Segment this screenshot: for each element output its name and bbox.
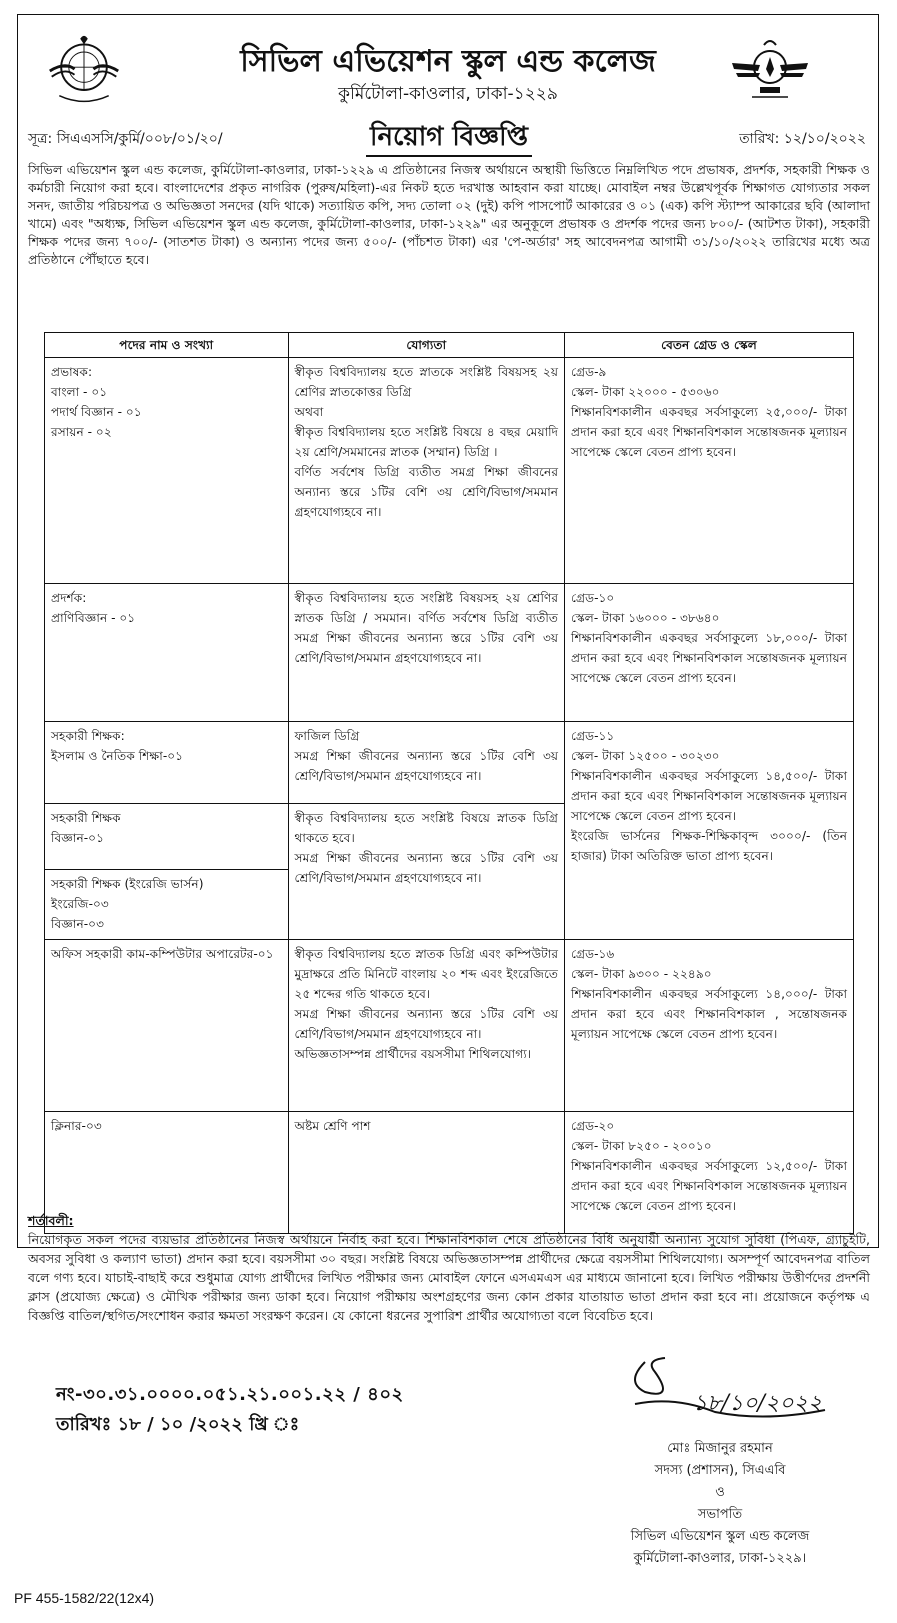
post-line: রসায়ন - ০২ [51, 425, 112, 439]
post-cell [45, 804, 289, 870]
post-line: বাংলা - ০১ [51, 385, 108, 399]
qualification-cell [288, 358, 565, 584]
memo-number: নং-৩০.৩১.০০০০.০৫১.২১.০০১.২২ / ৪০২ [56, 1384, 404, 1405]
reference-number: সূত্র: সিএএসসি/কুর্মি/০০৮/০১/২০/ [28, 131, 223, 147]
post-line: বিজ্ঞান-০১ [51, 831, 104, 845]
qualification-cell [288, 940, 565, 1112]
memo-date: তারিখঃ ১৮ / ১০ /২০২২ খ্রি ঃ [56, 1414, 300, 1435]
pay-grade: গ্রেড-২০ [571, 1119, 615, 1133]
qualification-cell [288, 584, 565, 722]
conditions-text: নিয়োগকৃত সকল পদের ব্যয়ভার প্রতিষ্ঠানের নিজস্ব অর্থায়নে নির্বাহ করা হবে। শিক্ষানবিশকাল শেষে প্রতিষ্ঠানের বিধি অনুযায়ী অন্যান্য সুযোগ সুবিধা (পিএফ, গ্র্যাচুইটি, অবসর সুবিধা ও কল্যাণ ভাতা) প্রদান করা হবে। বয়সসীমা ৩০ বছর। সংশ্লিষ্ট বিষয়ে অভিজ্ঞতাসম্পন্ন প্রার্থীদের ক্ষেত্রে বয়সসীমা শিথিলযোগ্য। অসম্পূর্ণ আবেদনপত্র বাতিল বলে গণ্য হবে। যাচাই-বাছাই করে শুধুমাত্র যোগ্য প্রার্থীদের লিখিত পরীক্ষার জন্য মোবাইল ফোনে এসএমএস এর মাধ্যমে জানানো হবে। লিখিত পরীক্ষায় উত্তীর্ণদের প্রদর্শনী ক্লাস (প্রযোজ্য ক্ষেত্রে) ও মৌখিক পরীক্ষার জন্য ডাকা হবে। নিয়োগ পরীক্ষায় অংশগ্রহণের জন্য কোন প্রকার যাতায়াত ভাতা প্রদান করা হবে না। প্রয়োজনে কর্তৃপক্ষ এ বিজ্ঞপ্তি বাতিল/স্থগিত/সংশোধন করার ক্ষমতা সংরক্ষণ করেন। যে কোনো ধরনের সুপারিশ প্রার্থীর অযোগ্যতা বলে বিবেচিত হবে। [28, 1232, 870, 1323]
post-line: অফিস সহকারী কাম-কম্পিউটার অপারেটর-০১ [51, 947, 274, 961]
post-line: প্রভাষক: [51, 365, 93, 379]
header-post: পদের নাম ও সংখ্যা [45, 333, 289, 358]
pay-probation: শিক্ষানবিশকালীন একবছর সর্বসাকুল্যে ১৪,০০০/- টাকা প্রদান করা হবে এবং শিক্ষানবিশকাল , সন্তোষজনক মূল্যায়ন সাপেক্ষে স্কেলে বেতন প্রাপ্য হবেন। [571, 987, 847, 1041]
qualification-line: স্বীকৃত বিশ্ববিদ্যালয় হতে স্নাতকে সংশ্লিষ্ট বিষয়সহ ২য় শ্রেণির স্নাতকোত্তর ডিগ্রি [294, 365, 559, 399]
table-row [45, 722, 854, 804]
post-line: প্রদর্শক: [51, 591, 87, 605]
post-line: সহকারী শিক্ষক [51, 811, 121, 825]
signatory-designation: সদস্য (প্রশাসন), সিএএবি [654, 1463, 786, 1478]
pay-allowance: ইংরেজি ভার্সনের শিক্ষক-শিক্ষিকাবৃন্দ ৩০০০/- (তিন হাজার) টাকা অতিরিক্ত ভাতা প্রাপ্য হবেন। [571, 829, 847, 863]
pay-grade: গ্রেড-৯ [571, 365, 607, 379]
pay-grade: গ্রেড-১৬ [571, 947, 615, 961]
svg-text:১৮/১০/২০২২: ১৮/১০/২০২২ [693, 1391, 823, 1416]
post-line: ক্লিনার-০৩ [51, 1119, 102, 1133]
qualification-cell [288, 804, 565, 940]
qualification-line: স্বীকৃত বিশ্ববিদ্যালয় হতে সংশ্লিষ্ট বিষয়সহ ২য় শ্রেণির স্নাতক ডিগ্রি / সমমান। বর্ণিত সর্বশেষ ডিগ্রি ব্যতীত সমগ্র শিক্ষা জীবনের অন্যান্য স্তরে ১টির বেশি ৩য় শ্রেণি/বিভাগ/সমমান গ্রহণযোগ্যহবে না। [294, 591, 559, 665]
post-line: পদার্থ বিজ্ঞান - ০১ [51, 405, 142, 419]
signatory-role: সভাপতি [697, 1507, 743, 1522]
signatory-conjunction: ও [715, 1485, 725, 1500]
college-address: কুর্মিটোলা-কাওলার, ঢাকা-১২২৯ [338, 84, 558, 104]
college-title: সিভিল এভিয়েশন স্কুল এন্ড কলেজ [240, 44, 656, 79]
intro-paragraph: সিভিল এভিয়েশন স্কুল এন্ড কলেজ, কুর্মিটোলা-কাওলার, ঢাকা-১২২৯ এ প্রতিষ্ঠানের নিজস্ব অর্থায়নে অস্থায়ী ভিত্তিতে নিম্নলিখিত পদে প্রভাষক, প্রদর্শক, সহকারী শিক্ষক ও কর্মচারী নিয়োগ করা হবে। বাংলাদেশের প্রকৃত নাগরিক (পুরুষ/মহিলা)-এর নিকট হতে দরখাস্ত আহবান করা যাচ্ছে। মোবাইল নম্বর উল্লেখপূর্বক শিক্ষাগত যোগ্যতার সকল সনদ, জাতীয় পরিচয়পত্র ও অভিজ্ঞতা সনদের (যদি থাকে) সত্যায়িত কপি, সদ্য তোলা ০২ (দুই) কপি পাসপোর্ট আকারের ও ০১ (এক) কপি স্ট্যাম্প আকারের ছবি (আলাদা খামে) এবং "অধ্যক্ষ, সিভিল এভিয়েশন স্কুল এন্ড কলেজ, কুর্মিটোলা-কাওলার, ঢাকা-১২২৯" এর অনুকূলে প্রভাষক ও প্রদর্শক পদের জন্য ৮০০/- (আটশত টাকা), সহকারী শিক্ষক পদের জন্য ৭০০/- (সাতশত টাকা) ও অন্যান্য পদের জন্য ৫০০/- (পাঁচশত টাকা) এর 'পে-অর্ডার' সহ আবেদনপত্র আগামী ৩১/১০/২০২২ তারিখের মধ্যে অত্র প্রতিষ্ঠানে পৌঁছাতে হবে। [28, 162, 870, 267]
handwritten-signature-icon [615, 1352, 835, 1432]
qualification-line: স্বীকৃত বিশ্ববিদ্যালয় হতে স্নাতক ডিগ্রি এবং কম্পিউটার মুদ্রাক্ষরে প্রতি মিনিটে বাংলায় ২০ শব্দ এবং ইংরেজিতে ২৫ শব্দের গতি থাকতে হবে। [294, 947, 559, 1001]
post-line: প্রাণিবিজ্ঞান - ০১ [51, 611, 136, 625]
pay-grade: গ্রেড-১১ [571, 729, 615, 743]
qualification-line: ফাজিল ডিগ্রি [294, 729, 360, 743]
qualification-line: স্বীকৃত বিশ্ববিদ্যালয় হতে সংশ্লিষ্ট বিষয়ে স্নাতক ডিগ্রি থাকতে হবে। [294, 811, 559, 845]
post-line: ইসলাম ও নৈতিক শিক্ষা-০১ [51, 749, 184, 763]
qualification-line: সমগ্র শিক্ষা জীবনের অন্যান্য স্তরে ১টির বেশি ৩য় শ্রেণি/বিভাগ/সমমান গ্রহণযোগ্যহবে না। [294, 851, 559, 885]
signatory-institution: সিভিল এভিয়েশন স্কুল এন্ড কলেজ [630, 1529, 810, 1544]
pay-probation: শিক্ষানবিশকালীন একবছর সর্বসাকুল্যে ১৮,০০০/- টাকা প্রদান করা হবে এবং শিক্ষানবিশকাল সন্তোষজনক মূল্যায়ন সাপেক্ষে স্কেলে বেতন প্রাপ্য হবেন। [571, 631, 847, 685]
pay-scale-cell [565, 358, 854, 584]
post-cell [45, 870, 289, 940]
signatory-address: কুর্মিটোলা-কাওলার, ঢাকা-১২২৯। [633, 1551, 807, 1566]
qualification-cell [288, 722, 565, 804]
qualification-line: সমগ্র শিক্ষা জীবনের অন্যান্য স্তরে ১টির বেশি ৩য় শ্রেণি/বিভাগ/সমমান গ্রহণযোগ্যহবে না। [294, 749, 559, 783]
pay-scale: স্কেল- টাকা ৯৩০০ - ২২৪৯০ [571, 967, 712, 981]
qualification-line: অষ্টম শ্রেণি পাশ [294, 1119, 371, 1133]
table-header-row [45, 333, 854, 358]
post-line: ইংরেজি-০৩ [51, 897, 109, 911]
qualification-line: স্বীকৃত বিশ্ববিদ্যালয় হতে সংশ্লিষ্ট বিষয়ে ৪ বছর মেয়াদি ২য় শ্রেণি/সমমানের স্নাতক (সম্মান) ডিগ্রি । [294, 425, 559, 459]
footer-code: PF 455-1582/22(12x4) [14, 1590, 155, 1606]
table-row [45, 358, 854, 584]
post-cell [45, 358, 289, 584]
posts-table [44, 332, 854, 1234]
signatory-block [590, 1438, 850, 1570]
pay-scale: স্কেল- টাকা ৮২৫০ - ২০০১০ [571, 1139, 712, 1153]
pay-probation: শিক্ষানবিশকালীন একবছর সর্বসাকুল্যে ১২,৫০০/- টাকা প্রদান করা হবে এবং শিক্ষানবিশকাল সন্তোষজনক মূল্যায়ন সাপেক্ষে স্কেলে বেতন প্রাপ্য হবেন। [571, 1159, 847, 1213]
pay-probation: শিক্ষানবিশকালীন একবছর সর্বসাকুল্যে ২৫,০০০/- টাকা প্রদান করা হবে এবং শিক্ষানবিশকাল সন্তোষজনক মূল্যায়ন সাপেক্ষে স্কেলে বেতন প্রাপ্য হবেন। [571, 405, 847, 459]
qualification-line: অথবা [294, 405, 324, 419]
post-cell [45, 722, 289, 804]
pay-probation: শিক্ষানবিশকালীন একবছর সর্বসাকুল্যে ১৪,৫০০/- টাকা প্রদান করা হবে এবং শিক্ষানবিশকাল সন্তোষজনক মূল্যায়ন সাপেক্ষে স্কেলে বেতন প্রাপ্য হবেন। [571, 769, 847, 823]
pay-scale-cell [565, 584, 854, 722]
header-qualification: যোগ্যতা [288, 333, 565, 358]
notice-heading: নিয়োগ বিজ্ঞপ্তি [366, 121, 532, 157]
pay-scale: স্কেল- টাকা ১৬০০০ - ৩৮৬৪০ [571, 611, 720, 625]
notice-date: তারিখ: ১২/১০/২০২২ [739, 131, 866, 147]
qualification-line: বর্ণিত সর্বশেষ ডিগ্রি ব্যতীত সমগ্র শিক্ষা জীবনের অন্যান্য স্তরে ১টির বেশি ৩য় শ্রেণি/বিভাগ/সমমান গ্রহণযোগ্যহবে না। [294, 465, 559, 519]
qualification-line: সমগ্র শিক্ষা জীবনের অন্যান্য স্তরে ১টির বেশি ৩য় শ্রেণি/বিভাগ/সমমান গ্রহণযোগ্যহবে না। [294, 1007, 559, 1041]
pay-grade: গ্রেড-১০ [571, 591, 615, 605]
pay-scale-cell [565, 940, 854, 1112]
pay-scale: স্কেল- টাকা ২২০০০ - ৫৩০৬০ [571, 385, 720, 399]
post-line: সহকারী শিক্ষক: [51, 729, 125, 743]
header-pay-scale: বেতন গ্রেড ও স্কেল [565, 333, 854, 358]
signatory-name: মোঃ মিজানুর রহমান [667, 1441, 773, 1456]
table-row [45, 584, 854, 722]
post-cell [45, 940, 289, 1112]
qualification-line: অভিজ্ঞতাসম্পন্ন প্রার্থীদের বয়সসীমা শিথিলযোগ্য। [294, 1047, 532, 1061]
notice-sheet [17, 14, 879, 1323]
post-line: সহকারী শিক্ষক (ইংরেজি ভার্সন) [51, 877, 204, 891]
pay-scale-cell [565, 722, 854, 940]
post-line: বিজ্ঞান-০৩ [51, 917, 104, 931]
conditions-title: শর্তাবলী: [28, 1213, 74, 1228]
table-row [45, 940, 854, 1112]
conditions-section [28, 1211, 870, 1325]
pay-scale: স্কেল- টাকা ১২৫০০ - ৩০২৩০ [571, 749, 720, 763]
post-cell [45, 584, 289, 722]
